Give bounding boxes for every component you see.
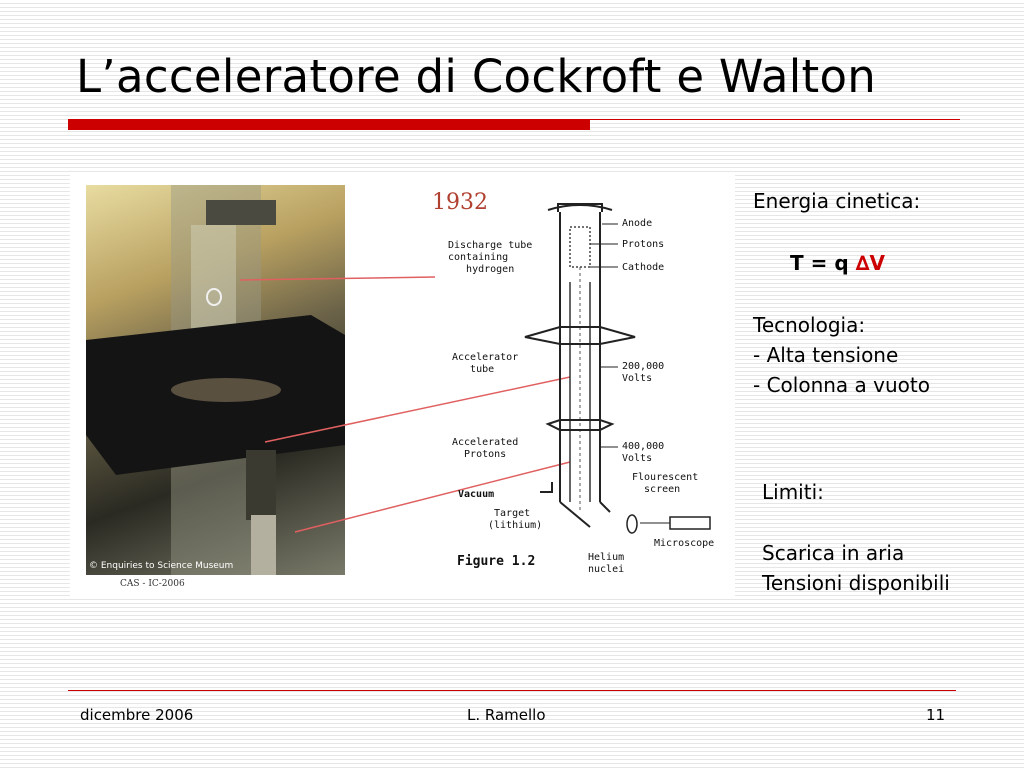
limits-heading: Limiti: <box>762 480 824 504</box>
label-accelerated-protons: Accelerated Protons <box>452 437 519 460</box>
label-microscope: Microscope <box>654 538 715 549</box>
slide-title: L’acceleratore di Cockroft e Walton <box>76 50 877 103</box>
limit-item-available-voltage: Tensioni disponibili <box>762 571 950 595</box>
limit-item-air-discharge: Scarica in aria <box>762 541 905 565</box>
title-underline-rule <box>590 119 960 120</box>
formula-delta-v: ∆V <box>855 251 886 275</box>
energy-heading: Energia cinetica: <box>753 189 921 213</box>
footer-rule <box>68 690 956 691</box>
label-target: Target (lithium) <box>488 508 543 531</box>
kinetic-energy-formula <box>790 248 885 278</box>
formula-prefix: T = q <box>790 251 856 275</box>
footer-author: L. Ramello <box>467 706 546 724</box>
label-400kv: 400,000 Volts <box>622 441 665 464</box>
cockcroft-walton-figure <box>70 172 735 597</box>
footer-date: dicembre 2006 <box>80 706 194 724</box>
figure-caption: Figure 1.2 <box>457 554 536 569</box>
label-protons: Protons <box>622 239 665 250</box>
label-vacuum: Vacuum <box>458 489 495 500</box>
technology-item-high-voltage: - Alta tensione <box>753 343 899 367</box>
label-discharge-tube: Discharge tube containing hydrogen <box>448 240 533 275</box>
pointer-line-accelerator <box>265 377 570 442</box>
photo-credit: CAS - IC-2006 <box>120 579 185 589</box>
technology-heading: Tecnologia: <box>753 313 866 337</box>
label-accelerator-tube: Accelerator tube <box>452 352 519 375</box>
footer-page-number: 11 <box>926 706 946 724</box>
label-cathode: Cathode <box>622 262 665 273</box>
technology-item-vacuum-column: - Colonna a vuoto <box>753 373 930 397</box>
title-underline-bar <box>68 119 590 130</box>
label-helium-nuclei: Helium nuclei <box>588 552 625 575</box>
photo-copyright: © Enquiries to Science Museum <box>89 561 234 571</box>
figure-year: 1932 <box>432 190 488 215</box>
label-fluorescent-screen: Flourescent screen <box>632 472 699 495</box>
label-200kv: 200,000 Volts <box>622 361 665 384</box>
label-anode: Anode <box>622 218 653 229</box>
pointer-line-discharge <box>240 277 435 280</box>
